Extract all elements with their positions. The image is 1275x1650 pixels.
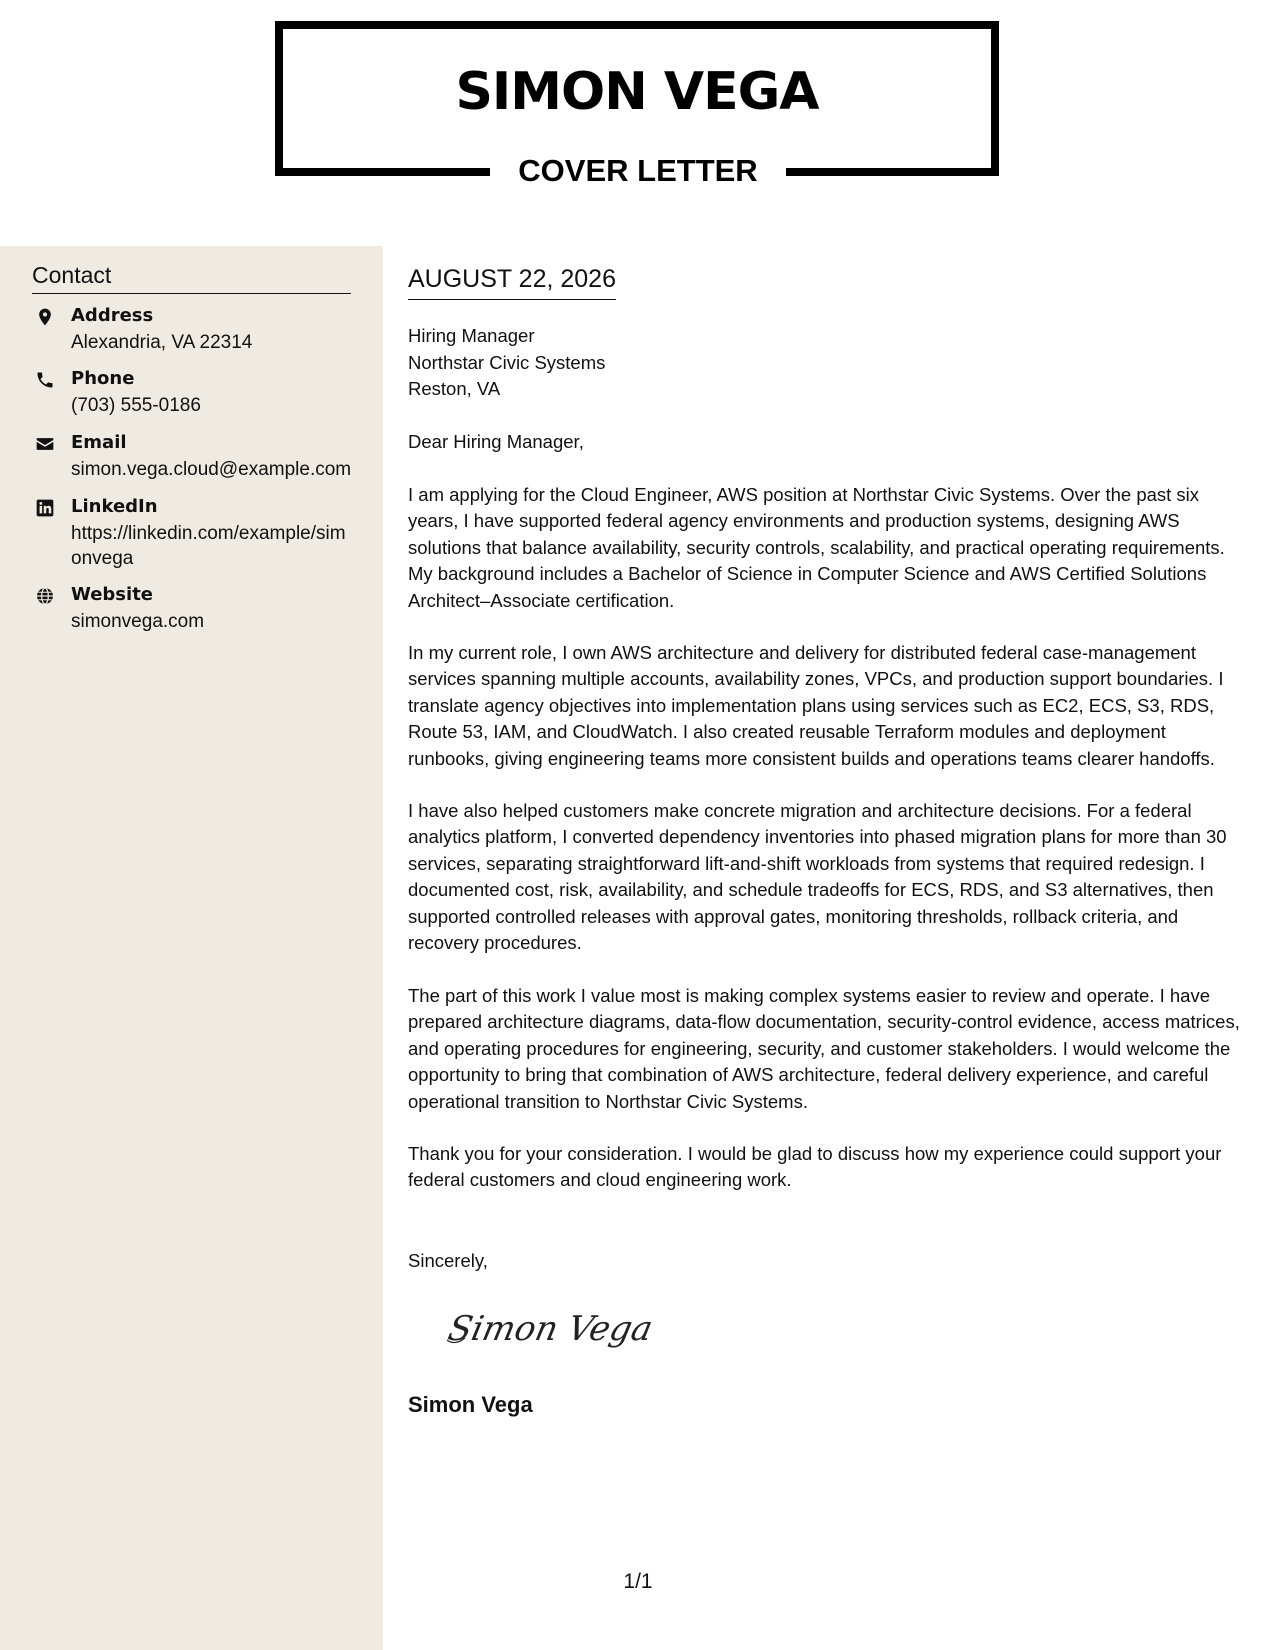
recipient-title: Hiring Manager xyxy=(408,325,535,346)
body-paragraph: In my current role, I own AWS architecture and delivery for distributed federal case-management services spanning multiple accounts, availability zones, VPCs, and production support boundaries. I translate agency objectives into implementation plans using services such as EC2, ECS, S3, RDS, Route 53, IAM, and CloudWatch. I also created reusable Terraform modules and deployment runbooks, giving engineering teams more consistent builds and operations teams clearer handoffs. xyxy=(408,642,1224,769)
recipient-block xyxy=(408,323,605,403)
body-paragraph: The part of this work I value most is making complex systems easier to review and operate. I have prepared architecture diagrams, data-flow documentation, security-control evidence, access matrices, and operating procedures for engineering, security, and customer stakeholders. I would welcome the opportunity to bring that combination of AWS architecture, federal delivery experience, and careful operational transition to Northstar Civic Systems. xyxy=(408,985,1240,1112)
linkedin-icon xyxy=(35,498,55,518)
recipient-company: Northstar Civic Systems xyxy=(408,351,606,373)
contact-heading: Contact xyxy=(32,262,351,294)
linkedin-value[interactable]: https://linkedin.com/example/simonvega xyxy=(71,523,346,569)
closing: Sincerely, xyxy=(408,1250,488,1271)
contact-label: Website xyxy=(71,584,154,605)
signature-text: Simon Vega xyxy=(444,1309,657,1349)
letter-date: AUGUST 22, 2026 xyxy=(408,264,616,300)
contact-label: LinkedIn xyxy=(71,496,158,517)
email-value: simon.vega.cloud@example.com xyxy=(71,459,352,480)
map-pin-icon xyxy=(35,307,55,327)
applicant-name: SIMON VEGA xyxy=(455,62,819,122)
document-title: COVER LETTER xyxy=(490,146,786,196)
contact-label: Phone xyxy=(71,368,135,389)
globe-icon xyxy=(35,586,55,606)
page-number: 1/1 xyxy=(623,1570,653,1593)
website-value[interactable]: simonvega.com xyxy=(71,611,205,632)
contact-label: Address xyxy=(71,305,154,326)
envelope-icon xyxy=(35,434,55,454)
signature-image xyxy=(444,1300,657,1360)
body-paragraph: I have also helped customers make concrete migration and architecture decisions. For a federal analytics platform, I converted dependency inventories into phased migration plans for more than 30 services, separating straightforward lift-and-shift workloads from systems that required redesign. I documented cost, risk, availability, and schedule tradeoffs for ECS, RDS, and S3 alternatives, then supported controlled releases with approval gates, monitoring thresholds, rollback criteria, and recovery procedures. xyxy=(408,800,1227,954)
body-paragraph: I am applying for the Cloud Engineer, AWS position at Northstar Civic Systems. Over the past six years, I have supported federal agency environments and production systems, designing AWS solutions that balance availability, security controls, scalability, and practical operating requirements. My background includes a Bachelor of Science in Computer Science and AWS Certified Solutions Architect–Associate certification. xyxy=(408,484,1225,611)
salutation: Dear Hiring Manager, xyxy=(408,431,584,452)
contact-label: Email xyxy=(71,432,127,453)
address-value: Alexandria, VA 22314 xyxy=(71,332,253,353)
recipient-location: Reston, VA xyxy=(408,378,501,399)
phone-value: (703) 555-0186 xyxy=(71,395,201,416)
phone-icon xyxy=(35,370,55,390)
signer-name: Simon Vega xyxy=(408,1392,533,1417)
body-paragraph: Thank you for your consideration. I would be glad to discuss how my experience could support your federal customers and cloud engineering work. xyxy=(408,1143,1222,1191)
